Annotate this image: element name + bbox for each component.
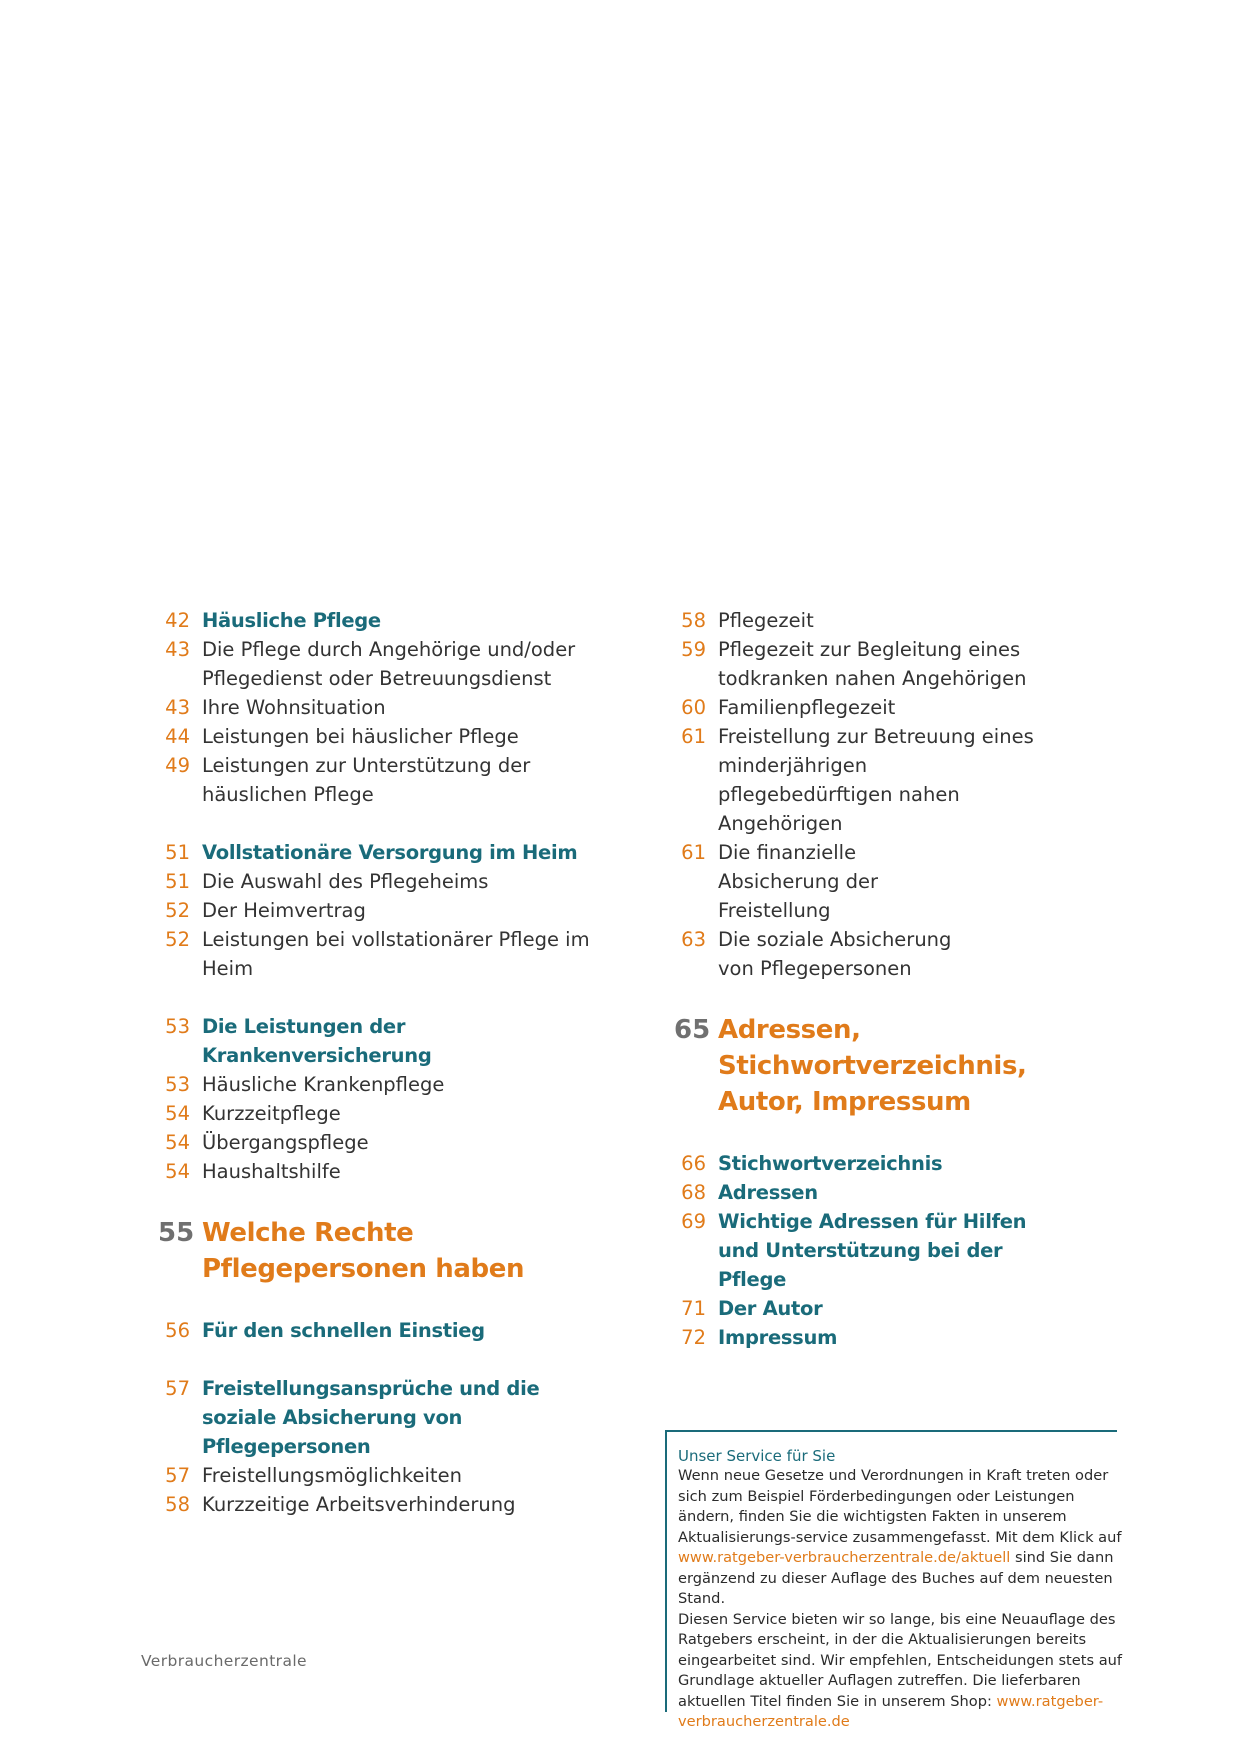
- toc-chapter-number: 65: [674, 1015, 711, 1045]
- toc-page-number: 61: [681, 725, 706, 748]
- toc-title: Adressen: [718, 1181, 818, 1204]
- toc-entry[interactable]: [158, 1070, 598, 1099]
- toc-page-number: 51: [165, 870, 190, 893]
- toc-page-number: 61: [681, 841, 706, 864]
- shop-link[interactable]: www.ratgeber-verbraucherzentrale.de: [678, 1692, 1104, 1730]
- toc-entry[interactable]: [158, 925, 598, 983]
- toc-title: Die Leistungen der Krankenversicherung: [202, 1015, 432, 1067]
- toc-page-number: 66: [681, 1152, 706, 1175]
- toc-entry[interactable]: [158, 751, 598, 809]
- toc-title: Leistungen bei vollstationärer Pflege im Heim: [202, 928, 590, 980]
- toc-page-number: 54: [165, 1102, 190, 1125]
- service-text-part: Diesen Service bieten wir so lange, bis eine Neuauflage des Ratgebers erscheint, in der die Aktualisierungen bereits eingearbeitet sind. Wir empfehlen, Entscheidungen stets auf Grundlage aktueller Auflagen zutreffen. Die lieferbaren aktuellen Titel finden Sie in unserem Shop:: [678, 1610, 1123, 1710]
- toc-title: Der Heimvertrag: [202, 899, 366, 922]
- toc-title: Ihre Wohnsituation: [202, 696, 386, 719]
- toc-title: Stichwortverzeichnis: [718, 1152, 943, 1175]
- toc-title: Übergangspflege: [202, 1131, 369, 1154]
- toc-title: Häusliche Krankenpflege: [202, 1073, 445, 1096]
- toc-page-number: 58: [165, 1493, 190, 1516]
- toc-entry[interactable]: [674, 635, 1114, 693]
- toc-entry[interactable]: [158, 693, 598, 722]
- toc-title: Pflegezeit zur Begleitung eines todkranken nahen Angehörigen: [718, 638, 1027, 690]
- toc-entry[interactable]: [158, 1490, 598, 1519]
- toc-entry[interactable]: [158, 1157, 598, 1186]
- toc-entry[interactable]: [674, 925, 1114, 983]
- toc-page-number: 69: [681, 1210, 706, 1233]
- toc-entry[interactable]: [674, 838, 1114, 925]
- toc-page-number: 51: [165, 841, 190, 864]
- toc-entry[interactable]: [158, 722, 598, 751]
- toc-entry[interactable]: [158, 896, 598, 925]
- toc-entry[interactable]: [158, 838, 598, 867]
- toc-chapter-title: Adressen, Stichwortverzeichnis, Autor, Impressum: [718, 1015, 1027, 1117]
- toc-entry[interactable]: [158, 635, 598, 693]
- toc-page-number: 57: [165, 1377, 190, 1400]
- toc-title: Leistungen zur Unterstützung der häuslichen Pflege: [202, 754, 531, 806]
- toc-entry[interactable]: [158, 867, 598, 896]
- toc-page-number: 59: [681, 638, 706, 661]
- toc-left-column: [158, 606, 598, 1519]
- toc-entry[interactable]: [158, 1461, 598, 1490]
- service-text-part: sind Sie dann ergänzend zu dieser Auflage des Buches auf dem neuesten Stand.: [678, 1549, 1114, 1607]
- service-text-part: Wenn neue Gesetze und Verordnungen in Kraft treten oder sich zum Beispiel Förderbedingungen oder Leistungen ändern, finden Sie die wichtigsten Fakten in unserem Aktualisierungs-service zusammengefasst. Mit dem Klick auf: [678, 1467, 1122, 1546]
- toc-title: Die Pflege durch Angehörige und/oder Pflegedienst oder Betreuungsdienst: [202, 638, 576, 690]
- toc-entry[interactable]: [674, 722, 1114, 838]
- toc-right-column: [674, 606, 1114, 1352]
- toc-title: Pflegezeit: [718, 609, 814, 632]
- toc-page-number: 49: [165, 754, 190, 777]
- toc-title: Wichtige Adressen für Hilfen und Unterstützung bei der Pflege: [718, 1210, 1027, 1291]
- toc-title: Vollstationäre Versorgung im Heim: [202, 841, 578, 864]
- toc-page-number: 43: [165, 696, 190, 719]
- toc-entry[interactable]: [674, 693, 1114, 722]
- toc-page-number: 53: [165, 1015, 190, 1038]
- toc-entry[interactable]: [674, 1178, 1114, 1207]
- toc-page-number: 52: [165, 928, 190, 951]
- toc-entry[interactable]: [158, 1316, 598, 1345]
- toc-title: Der Autor: [718, 1297, 823, 1320]
- toc-entry[interactable]: [158, 1374, 598, 1461]
- service-box: [665, 1430, 1123, 1730]
- toc-page-number: 44: [165, 725, 190, 748]
- toc-page-number: 54: [165, 1160, 190, 1183]
- toc-title: Kurzzeitige Arbeitsverhinderung: [202, 1493, 516, 1516]
- toc-title: Die Auswahl des Pflegeheims: [202, 870, 489, 893]
- toc-chapter-entry[interactable]: [674, 1012, 1114, 1120]
- service-box-title: Unser Service für Sie: [678, 1447, 836, 1465]
- toc-entry[interactable]: [674, 606, 1114, 635]
- toc-page-number: 68: [681, 1181, 706, 1204]
- toc-title: Haushaltshilfe: [202, 1160, 341, 1183]
- toc-title: Freistellung zur Betreuung eines minderjährigen pflegebedürftigen nahen Angehörigen: [718, 725, 1034, 835]
- toc-entry[interactable]: [674, 1207, 1114, 1294]
- toc-page-number: 43: [165, 638, 190, 661]
- toc-title: Familienpflegezeit: [718, 696, 896, 719]
- service-box-text: [678, 1466, 1123, 1733]
- toc-page-number: 71: [681, 1297, 706, 1320]
- toc-entry[interactable]: [674, 1294, 1114, 1323]
- toc-entry[interactable]: [674, 1323, 1114, 1352]
- toc-page-number: 54: [165, 1131, 190, 1154]
- toc-page-number: 58: [681, 609, 706, 632]
- aktuell-link[interactable]: www.ratgeber-verbraucherzentrale.de/aktuell: [678, 1549, 1011, 1566]
- toc-entry[interactable]: [158, 1012, 598, 1070]
- toc-page-number: 63: [681, 928, 706, 951]
- toc-entry[interactable]: [158, 606, 598, 635]
- toc-title: Häusliche Pflege: [202, 609, 381, 632]
- toc-title: Die finanzielle Absicherung der Freistellung: [718, 841, 879, 922]
- toc-entry[interactable]: [158, 1099, 598, 1128]
- toc-chapter-number: 55: [158, 1218, 195, 1248]
- toc-page-number: 52: [165, 899, 190, 922]
- toc-title: Für den schnellen Einstieg: [202, 1319, 485, 1342]
- toc-page-number: 57: [165, 1464, 190, 1487]
- toc-chapter-title: Welche Rechte Pflegepersonen haben: [202, 1218, 525, 1284]
- toc-title: Leistungen bei häuslicher Pflege: [202, 725, 519, 748]
- footer-brand: Verbraucherzentrale: [141, 1652, 307, 1670]
- toc-title: Kurzzeitpflege: [202, 1102, 341, 1125]
- toc-entry[interactable]: [674, 1149, 1114, 1178]
- toc-entry[interactable]: [158, 1128, 598, 1157]
- toc-chapter-entry[interactable]: [158, 1215, 598, 1287]
- toc-page-number: 60: [681, 696, 706, 719]
- toc-page-number: 56: [165, 1319, 190, 1342]
- toc-title: Impressum: [718, 1326, 838, 1349]
- toc-page-number: 42: [165, 609, 190, 632]
- toc-page-number: 53: [165, 1073, 190, 1096]
- toc-title: Freistellungsansprüche und die soziale Absicherung von Pflegepersonen: [202, 1377, 540, 1458]
- toc-page-number: 72: [681, 1326, 706, 1349]
- toc-title: Freistellungsmöglichkeiten: [202, 1464, 462, 1487]
- toc-title: Die soziale Absicherung von Pflegepersonen: [718, 928, 952, 980]
